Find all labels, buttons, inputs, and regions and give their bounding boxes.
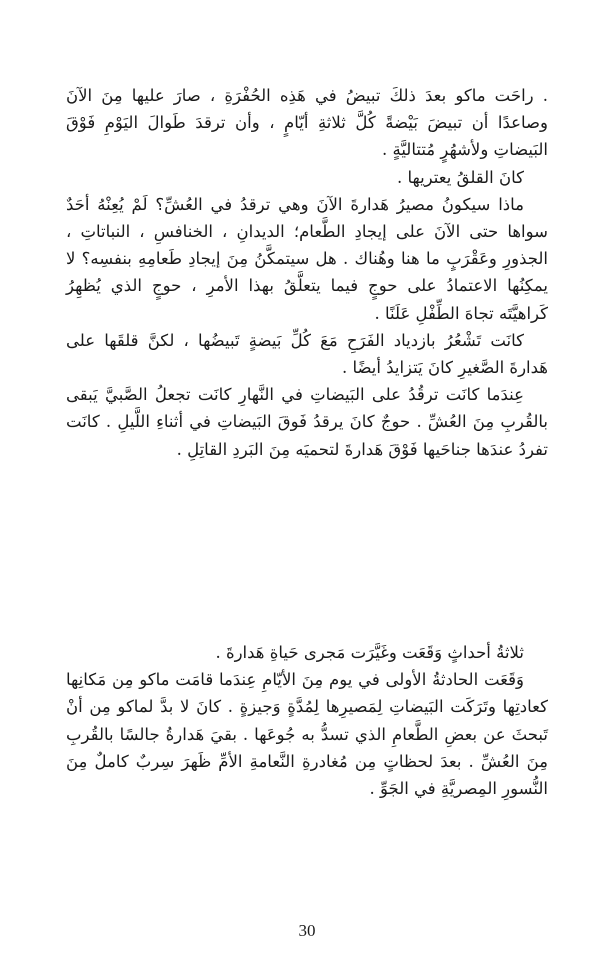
paragraph: . راحَت ماكو بعدَ ذلكَ تبيضُ في هَذِه الحُفْرَةِ ، صارَ عليها مِنَ الآنَ وصاعدًا أن تبيضَ بَيْضةً كُلَّ ثلاثةِ أيّامٍ ، وأن ترقدَ طَوالَ اليَوْمِ فَوْقَ البَيضاتِ ولأشهُرٍ مُتتاليَّةٍ . [66,86,548,160]
text-section-1 [66,82,548,463]
text-section-2 [66,639,548,802]
paragraph: ماذا سيكونُ مصيرُ هَدارةَ الآنَ وهي ترقدُ في العُشِّ؟ لَمْ يُعِنْهُ أحَدٌ سواها حتى الآنَ على إيجادِ الطَّعام؛ الديدانِ ، الخنافسِ ، النباتاتِ ، الجذورِ وعَقْرَبٍ ما هنا وهُناك . هل سيتمكَّنُ مِنَ إيجادِ طَعامِهِ بنفسِه؟ لا يمكِنُها الاعتمادُ على حوجٍ فيما يتعلَّقُ بهذا الأمرِ ، حوجٍ الذي يُظهِرُ كَراهيَّتَه تجاهَ الطِّفْلِ عَلَنًا . [66,194,548,323]
page-number: 30 [298,921,316,940]
paragraph: وَقَعَت الحادثةُ الأولى في يوم مِنَ الأيّامِ عِندَما قامَت ماكو مِن مَكانِها كعادتِها وتَرَكَت البَيضاتِ لِمَصيرِها لِمُدَّةٍ وَجيزةٍ . كانَ لا بدَّ لماكو مِن أنْ تَبحثَ عن بعضِ الطَّعامِ الذي تسدُّ به جُوعَها . بقيَ هَدارةُ جالسًا بالقُربِ مِنَ العُشِّ . بعدَ لحظاتٍ مِن مُغادرةِ النَّعامةِ الأمِّ ظَهرَ سِربٌ كاملٌ مِنَ النُّسورِ المِصريَّةِ في الجَوِّ . [66,670,548,799]
paragraph: كانَت تَشْعُرُ بازدياد الفَرَحِ مَعَ كُلِّ بَيضةٍ تَبيضُها ، لكنَّ قلقَها على هَدارةَ الصَّغيرِ كانَ يَتزايدُ أيضًا . [66,330,548,378]
paragraph: كانَ القلقُ يعتريها . [396,167,524,187]
paragraph: ثلاثةُ أحداثٍ وَقَعَت وغَيَّرَت مَجرى حَياةِ هَدارةَ . [215,643,524,662]
paragraph: عِندَما كانَت ترقُدُ على البَيضاتِ في النَّهارِ كانَت تجعلُ الصَّبيَّ يَبقى بالقُربِ مِنَ العُشِّ . حوجٌ كانَ يرقدُ فَوقَ البَيضاتِ في أثناءِ اللَّيلِ . كانَت تفردُ عندَها جناحَيها فَوْقَ هَدارةَ لتحميَه مِنَ البَردِ القاتِلِ . [66,385,548,459]
